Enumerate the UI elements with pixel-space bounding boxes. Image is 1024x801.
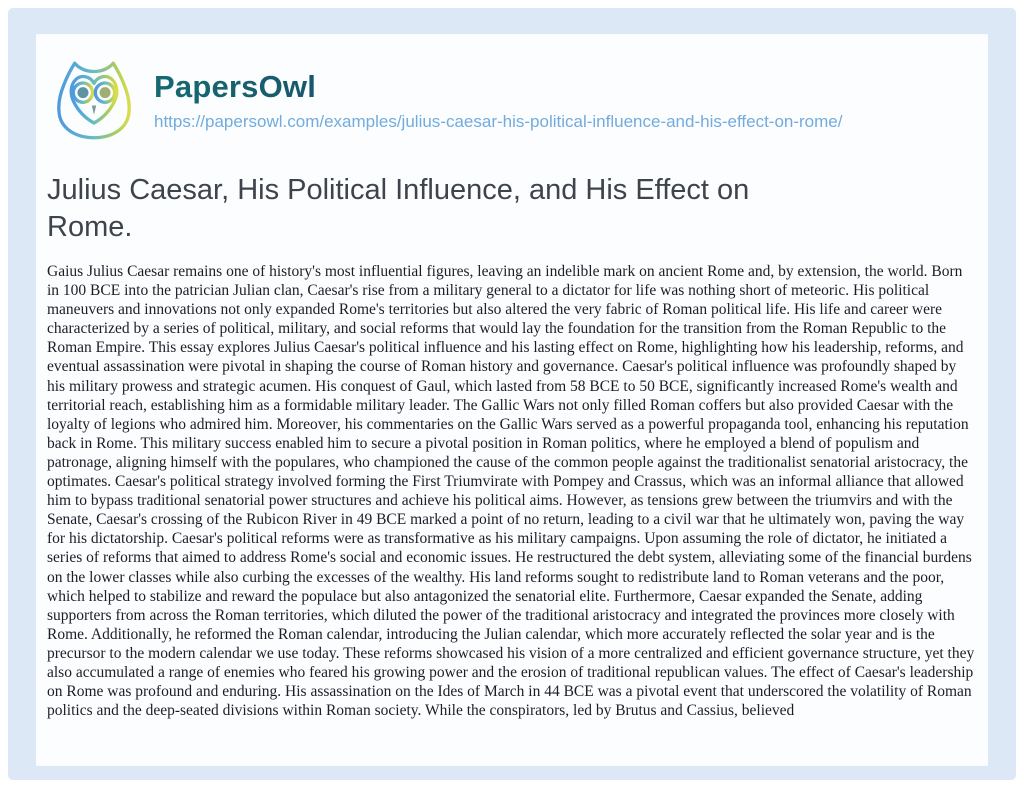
brand-name: PapersOwl	[154, 69, 842, 105]
brand-header	[48, 54, 977, 146]
brand-text-block	[154, 69, 842, 132]
page-frame	[8, 8, 1016, 780]
document-card	[36, 34, 988, 766]
essay-body-text: Gaius Julius Caesar remains one of history's most influential figures, leaving an indelible mark on ancient Rome and, by extension, the world. Born in 100 BCE into the patrician Julian clan, Caesar's rise from a military general to a dictator for life was nothing short of meteoric. His political maneuvers and innovations not only expanded Rome's territories but also altered the very fabric of Roman political life. His life and career were characterized by a series of political, military, and social reforms that would lay the foundation for the transition from the Roman Republic to the Roman Empire. This essay explores Julius Caesar's political influence and his lasting effect on Rome, highlighting how his leadership, reforms, and eventual assassination were pivotal in shaping the course of Roman history and governance. Caesar's political influence was profoundly shaped by his military prowess and strategic acumen. His conquest of Gaul, which lasted from 58 BCE to 50 BCE, significantly increased Rome's wealth and territorial reach, establishing him as a formidable military leader. The Gallic Wars not only filled Roman coffers but also provided Caesar with the loyalty of legions who admired him. Moreover, his commentaries on the Gallic Wars served as a powerful propaganda tool, enhancing his reputation back in Rome. This military success enabled him to secure a pivotal position in Roman politics, where he employed a blend of populism and patronage, aligning himself with the populares, who championed the cause of the common people against the traditionalist senatorial aristocracy, the optimates. Caesar's political strategy involved forming the First Triumvirate with Pompey and Crassus, which was an informal alliance that allowed him to bypass traditional senatorial power structures and achieve his political aims. However, as tensions grew between the triumvirs and with the Senate, Caesar's crossing of the Rubicon River in 49 BCE marked a point of no return, leading to a civil war that he ultimately won, paving the way for his dictatorship. Caesar's political reforms were as transformative as his military campaigns. Upon assuming the role of dictator, he initiated a series of reforms that aimed to address Rome's social and economic issues. He restructured the debt system, alleviating some of the financial burdens on the lower classes while also curbing the excesses of the wealthy. His land reforms sought to redistribute land to Roman veterans and the poor, which helped to stabilize and reward the populace but also antagonized the senatorial elite. Furthermore, Caesar expanded the Senate, adding supporters from across the Roman territories, which diluted the power of the traditional aristocracy and integrated the provinces more closely with Rome. Additionally, he reformed the Roman calendar, introducing the Julian calendar, which more accurately reflected the solar year and is the precursor to the modern calendar we use today. These reforms showcased his vision of a more centralized and efficient governance structure, yet they also accumulated a range of enemies who feared his growing power and the erosion of traditional republican values. The effect of Caesar's leadership on Rome was profound and enduring. His assassination on the Ides of March in 44 BCE was a pivotal event that underscored the volatility of Roman politics and the deep-seated divisions within Roman society. While the conspirators, led by Brutus and Cassius, believed	[47, 263, 975, 720]
owl-logo-icon[interactable]	[48, 54, 140, 146]
source-url-link[interactable]: https://papersowl.com/examples/julius-caesar-his-political-influence-and-his-effect-on-rome/	[154, 111, 843, 131]
page-title: Julius Caesar, His Political Influence, and His Effect on Rome.	[47, 174, 750, 243]
